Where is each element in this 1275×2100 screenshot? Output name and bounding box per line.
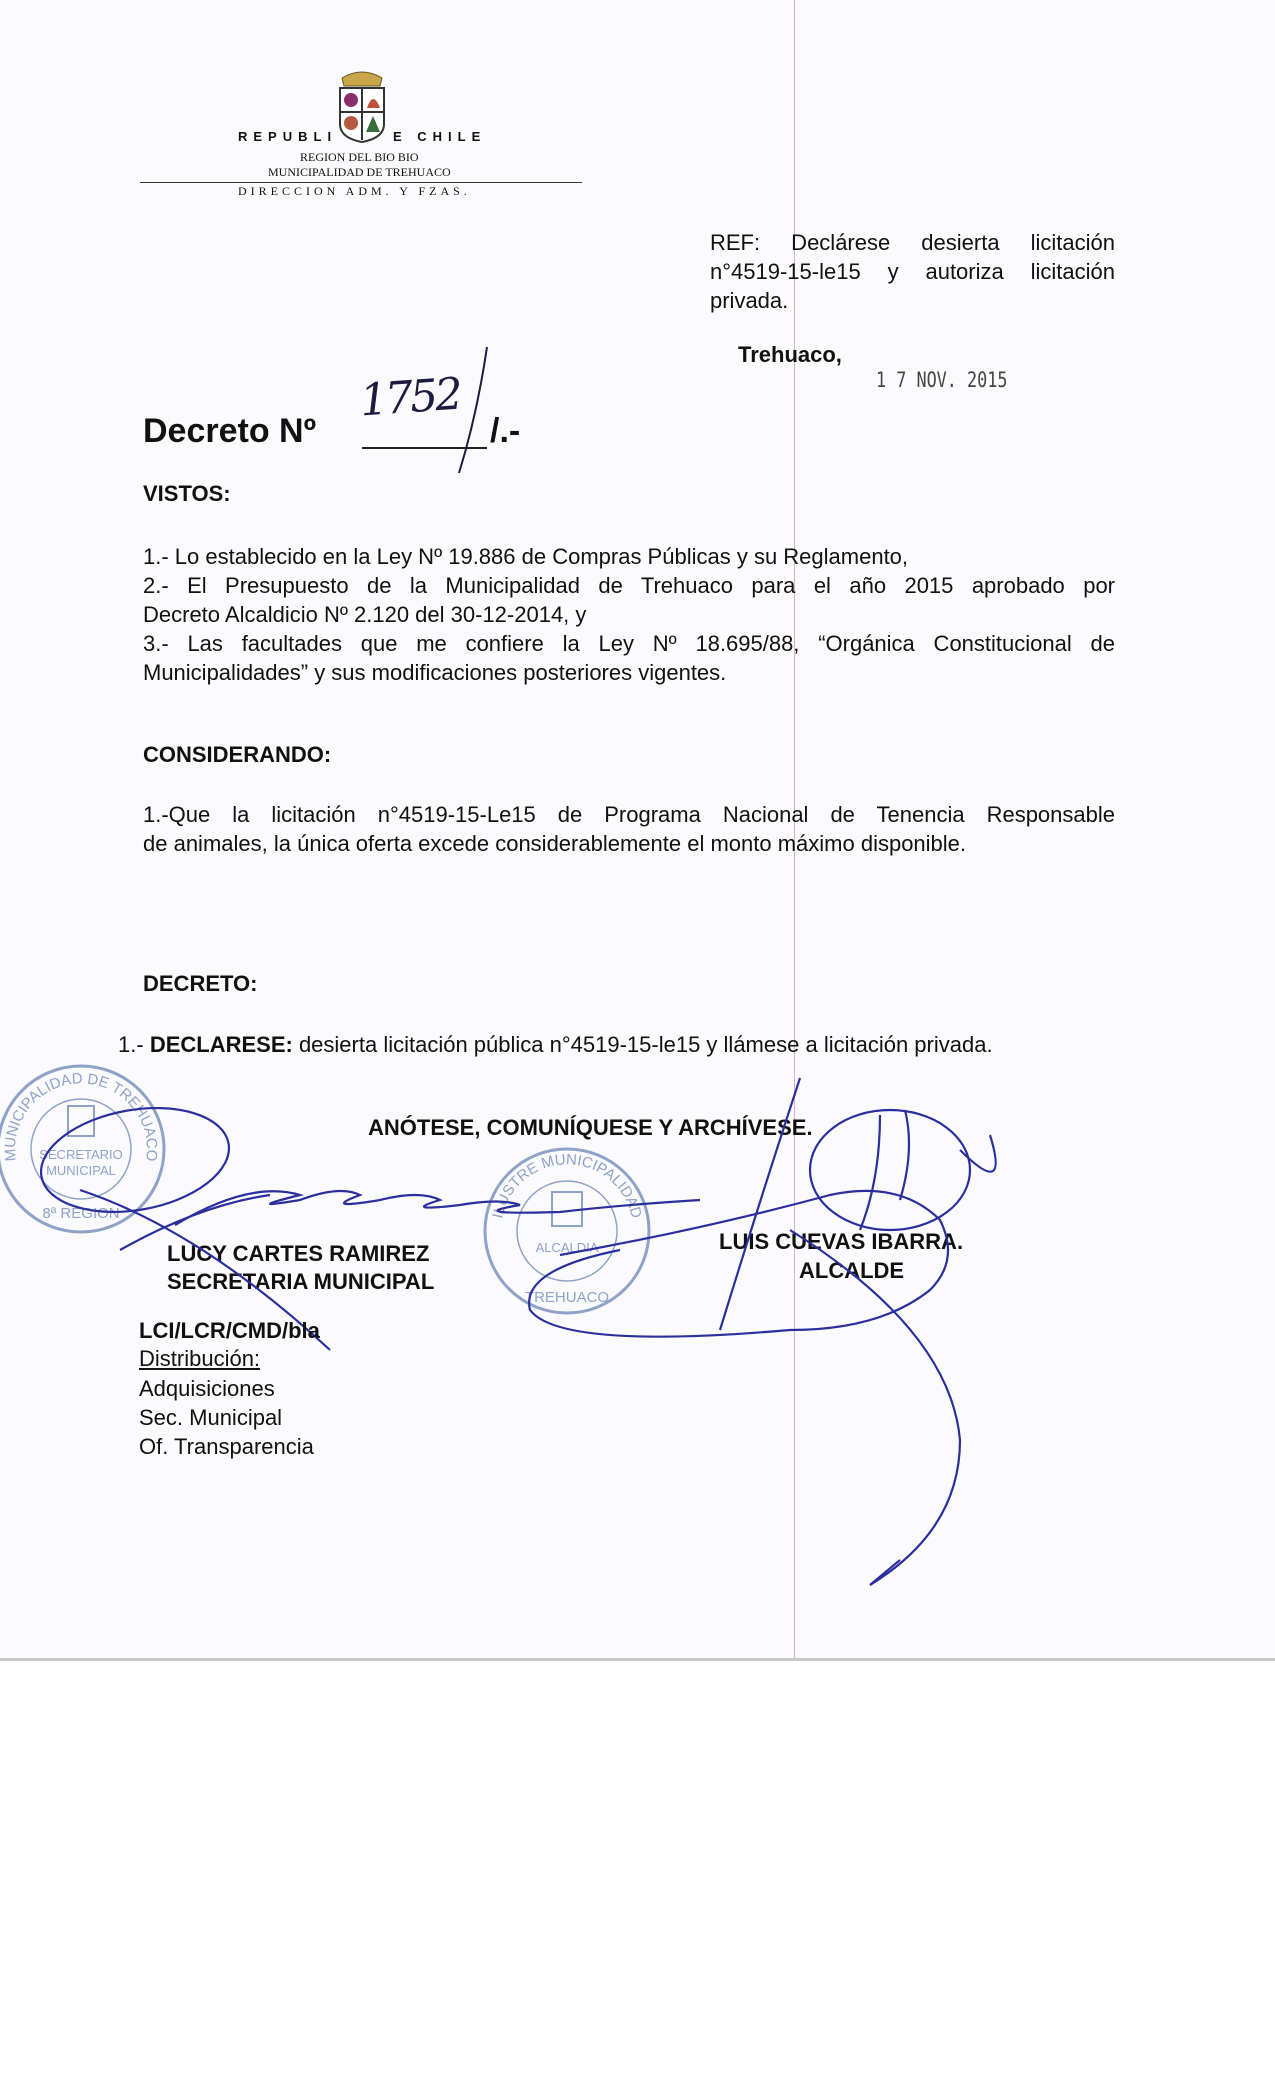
vistos-line: 1.- Lo establecido en la Ley Nº 19.886 de Compras Públicas y su Reglamento, bbox=[143, 544, 909, 569]
vistos-line: Municipalidades” y sus modificaciones posteriores vigentes. bbox=[143, 660, 727, 685]
decreto-item-keyword: DECLARESE: bbox=[149, 1032, 293, 1057]
decree-suffix: /.- bbox=[490, 412, 521, 450]
stamp-bottom-text: TREHUACO bbox=[524, 1289, 610, 1306]
vistos-line: 2.- El Presupuesto de la Municipalidad de Trehuaco para el año 2015 aprobado por bbox=[143, 573, 1115, 598]
date-stamp: 1 7 NOV. 2015 bbox=[876, 368, 1008, 392]
initials: LCI/LCR/CMD/bla bbox=[139, 1318, 320, 1343]
distribution-list bbox=[139, 1374, 314, 1461]
stamp-center-text: ALCALDIA bbox=[535, 1240, 599, 1255]
decreto-item-text: desierta licitación pública n°4519-15-le15 y llámese a licitación privada. bbox=[292, 1032, 993, 1057]
vistos-line: 3.- Las facultades que me confiere la Ley Nº 18.695/88, “Orgánica Constitucional de bbox=[143, 631, 1115, 656]
letterhead-municipality: MUNICIPALIDAD DE TREHUACO bbox=[268, 165, 451, 179]
stamp-ring-text: ILUSTRE MUNICIPALIDAD bbox=[489, 1151, 645, 1220]
place: Trehuaco, bbox=[738, 342, 842, 367]
decree-label: Decreto Nº bbox=[143, 412, 317, 450]
distribution-item: Of. Transparencia bbox=[139, 1434, 314, 1459]
decree-number-handwritten: 1752 bbox=[358, 368, 462, 427]
signatory-right-name: LUIS CUEVAS IBARRA. bbox=[719, 1229, 964, 1254]
letterhead-region: REGION DEL BIO BIO bbox=[300, 150, 419, 164]
signatory-left-title: SECRETARIA MUNICIPAL bbox=[167, 1269, 435, 1294]
reference-line: privada. bbox=[710, 288, 789, 313]
decreto-heading: DECRETO: bbox=[143, 971, 258, 996]
letterhead-republic-left: REPUBLI bbox=[238, 129, 338, 144]
stamp-center-text: MUNICIPAL bbox=[46, 1163, 116, 1178]
reference-line: n°4519-15-le15 y autoriza licitación bbox=[710, 259, 1115, 284]
considerando-line: de animales, la única oferta excede considerablemente el monto máximo disponible. bbox=[143, 831, 967, 856]
vistos-line: Decreto Alcaldicio Nº 2.120 del 30-12-2014, y bbox=[143, 602, 587, 627]
vistos-heading: VISTOS: bbox=[143, 481, 231, 506]
stamp-ring-text: MUNICIPALIDAD DE TREHUACO bbox=[1, 1070, 161, 1162]
letterhead-department: DIRECCION ADM. Y FZAS. bbox=[238, 184, 471, 198]
reference-line: REF: Declárese desierta licitación bbox=[710, 230, 1115, 255]
distribution-item: Adquisiciones bbox=[139, 1376, 275, 1401]
letterhead-republic-right: E CHILE bbox=[393, 129, 487, 144]
stamp-bottom-text: 8ª REGION bbox=[42, 1205, 120, 1222]
considerando-line: 1.-Que la licitación n°4519-15-Le15 de Programa Nacional de Tenencia Responsable bbox=[143, 802, 1115, 827]
decreto-item-number: 1.- bbox=[118, 1032, 144, 1057]
signatory-right-title: ALCALDE bbox=[799, 1258, 905, 1283]
considerando-heading: CONSIDERANDO: bbox=[143, 742, 332, 767]
closing-formula: ANÓTESE, COMUNÍQUESE Y ARCHÍVESE. bbox=[368, 1115, 813, 1140]
stamp-center-text: SECRETARIO bbox=[39, 1147, 123, 1162]
distribution-item: Sec. Municipal bbox=[139, 1405, 283, 1430]
signatory-left-name: LUCY CARTES RAMIREZ bbox=[167, 1241, 430, 1266]
distribution-label: Distribución: bbox=[139, 1346, 261, 1371]
